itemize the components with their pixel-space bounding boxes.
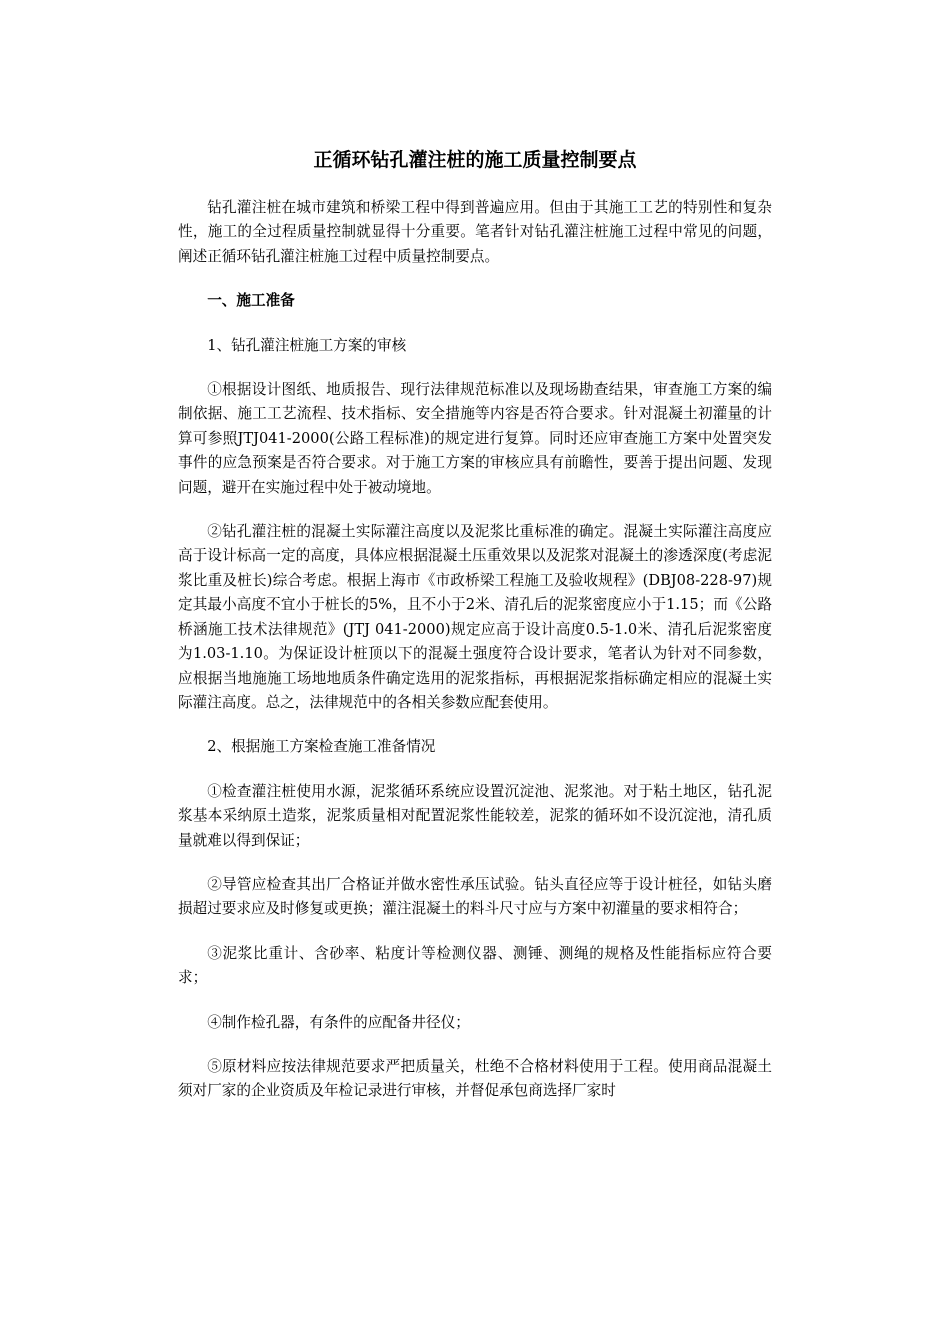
paragraph-preparation-check-2: ②导管应检查其出厂合格证并做水密性承压试验。钻头直径应等于设计桩径，如钻头磨损超过要求应及时修复或更换；灌注混凝土的料斗尺寸应与方案中初灌量的要求相符合； [178, 875, 772, 918]
paragraph-plan-review-1: ①根据设计图纸、地质报告、现行法律规范标准以及现场勘查结果，审查施工方案的编制依据、施工工艺流程、技术指标、安全措施等内容是否符合要求。针对混凝土初灌量的计算可参照JTJ041-2000(公路工程标准)的规定进行复算。同时还应审查施工方案中处置突发事件的应急预案是否符合要求。对于施工方案的审核应具有前瞻性，要善于提出问题、发现问题，避开在实施过程中处于被动境地。 [178, 381, 772, 496]
subsection-heading-preparation-check: 2、根据施工方案检查施工准备情况 [207, 738, 436, 756]
document-body [178, 196, 772, 1104]
paragraph-preparation-check-4: ④制作检孔器，有条件的应配备井径仪； [207, 1013, 470, 1031]
paragraph-plan-review-2: ②钻孔灌注桩的混凝土实际灌注高度以及泥浆比重标准的确定。混凝土实际灌注高度应高于设计标高一定的高度，具体应根据混凝土压重效果以及泥浆对混凝土的渗透深度(考虑泥浆比重及桩长)综合考虑。根据上海市《市政桥梁工程施工及验收规程》(DBJ08-228-97)规定其最小高度不宜小于桩长的5%，且不小于2米、清孔后的泥浆密度应小于1.15；而《公路桥涵施工技术法律规范》(JTJ 041-2000)规定应高于设计高度0.5-1.0米、清孔后泥浆密度为1.03-1.10。为保证设计桩顶以下的混凝土强度符合设计要求，笔者认为针对不同参数，应根据当地施施工场地地质条件确定选用的泥浆指标，再根据泥浆指标确定相应的混凝土实际灌注高度。总之，法律规范中的各相关参数应配套使用。 [178, 523, 772, 711]
paragraph-preparation-check-5: ⑤原材料应按法律规范要求严把质量关，杜绝不合格材料使用于工程。使用商品混凝土须对厂家的企业资质及年检记录进行审核，并督促承包商选择厂家时 [178, 1057, 772, 1100]
document-title: 正循环钻孔灌注桩的施工质量控制要点 [313, 149, 637, 171]
section-heading-preparation: 一、施工准备 [207, 292, 295, 310]
paragraph-preparation-check-3: ③泥浆比重计、含砂率、粘度计等检测仪器、测锤、测绳的规格及性能指标应符合要求； [178, 944, 772, 987]
paragraph-preparation-check-1: ①检查灌注桩使用水源，泥浆循环系统应设置沉淀池、泥浆池。对于粘土地区，钻孔泥浆基本采纳原土造浆，泥浆质量相对配置泥浆性能较差，泥浆的循环如不设沉淀池，清孔质量就难以得到保证； [178, 782, 772, 849]
subsection-heading-plan-review: 1、钻孔灌注桩施工方案的审核 [207, 336, 407, 354]
intro-paragraph: 钻孔灌注桩在城市建筑和桥梁工程中得到普遍应用。但由于其施工工艺的特别性和复杂性，施工的全过程质量控制就显得十分重要。笔者针对钻孔灌注桩施工过程中常见的问题，阐述正循环钻孔灌注桩施工过程中质量控制要点。 [178, 199, 772, 265]
